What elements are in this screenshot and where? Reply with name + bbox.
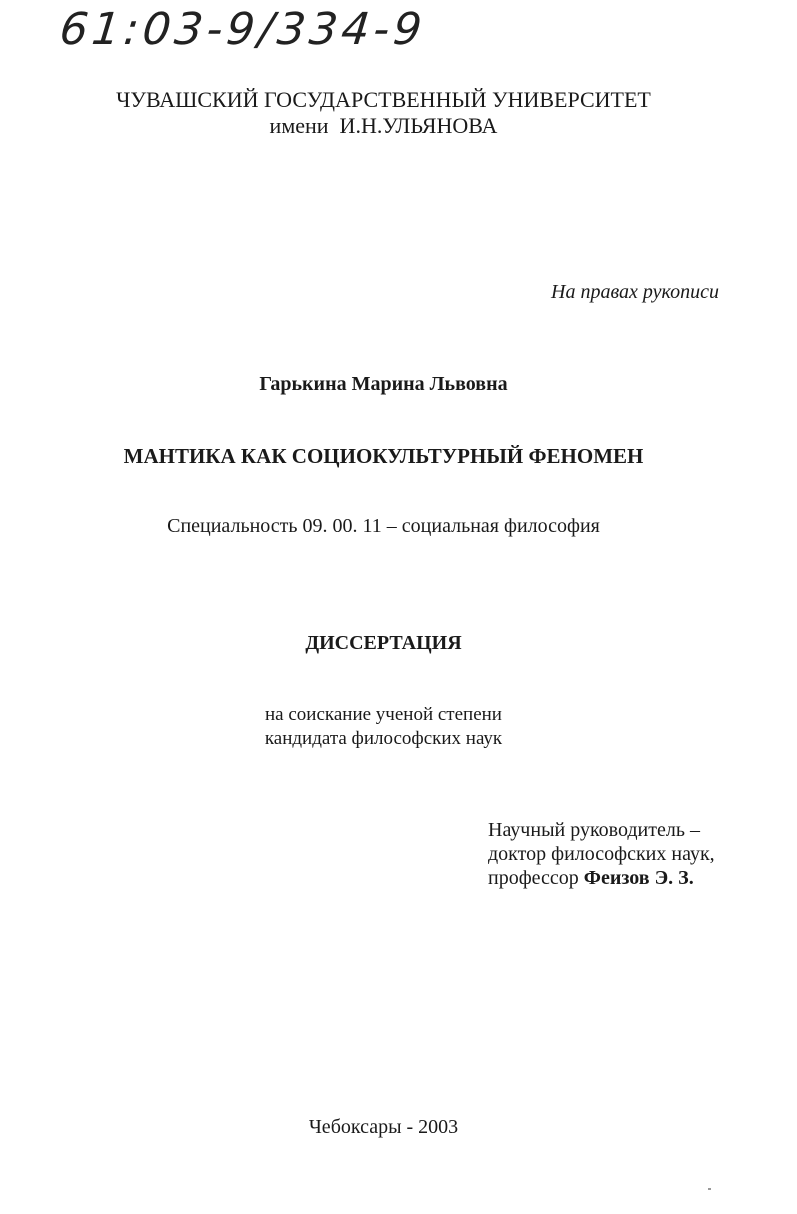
university-named-after: имени И.Н.УЛЬЯНОВА <box>269 113 498 138</box>
university-name: ЧУВАШСКИЙ ГОСУДАРСТВЕННЫЙ УНИВЕРСИТЕТ <box>116 87 651 112</box>
supervisor-title-line <box>488 866 715 890</box>
degree-line-1: на соискание ученой степени <box>265 704 502 725</box>
city-year: Чебоксары - 2003 <box>308 1116 459 1138</box>
supervisor-rank: профессор <box>488 867 584 889</box>
handwritten-archive-code: 61:03-9/334-9 <box>57 4 429 55</box>
degree-block <box>0 703 767 751</box>
author-name: Гарькина Марина Львовна <box>259 373 508 395</box>
scan-speck <box>708 1188 711 1190</box>
supervisor-degree: доктор философских наук, <box>488 843 715 865</box>
degree-line-2: кандидата философских наук <box>264 728 503 749</box>
specialty-line: Специальность 09. 00. 11 – социальная философия <box>167 515 600 537</box>
supervisor-role: Научный руководитель – <box>488 819 700 841</box>
document-type-heading: ДИССЕРТАЦИЯ <box>305 632 462 654</box>
manuscript-rights-note: На правах рукописи <box>551 281 719 303</box>
university-header <box>0 87 797 139</box>
supervisor-name: Феизов Э. З. <box>583 867 694 889</box>
supervisor-block <box>488 818 715 890</box>
dissertation-title: МАНТИКА КАК СОЦИОКУЛЬТУРНЫЙ ФЕНОМЕН <box>123 444 644 468</box>
